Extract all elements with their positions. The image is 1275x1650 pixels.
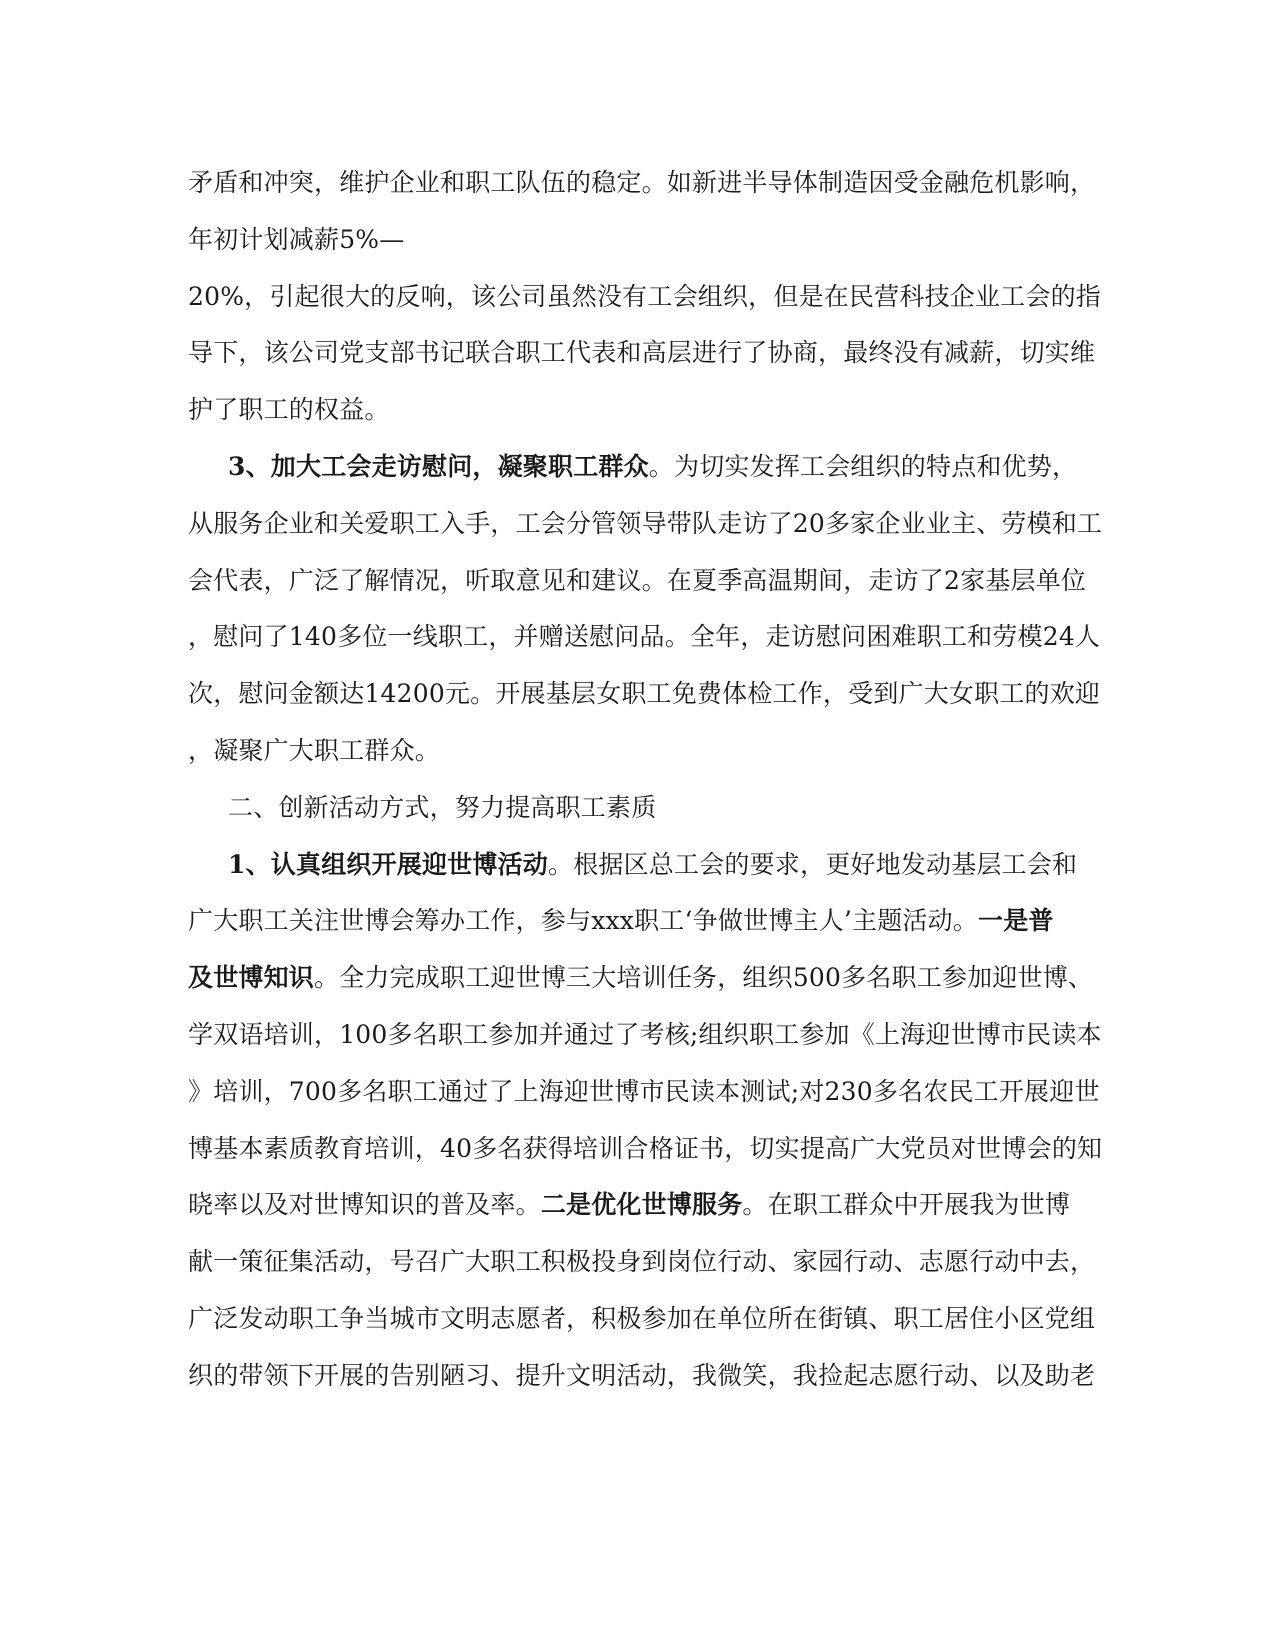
text-segment: 次，慰问金额达14200元。开展基层女职工免费体检工作，受到广大女职工的欢迎	[188, 679, 1101, 709]
bold-text-segment: 1、认真组织开展迎世博活动	[228, 849, 548, 879]
text-segment: 献一策征集活动，号召广大职工积极投身到岗位行动、家园行动、志愿行动中去，	[188, 1247, 1096, 1277]
text-line	[188, 338, 1096, 368]
bold-text-segment: 二是优化世博服务	[540, 1190, 743, 1220]
text-line	[188, 566, 1088, 596]
text-segment: 织的带领下开展的告别陋习、提升文明活动，我微笑，我捡起志愿行动、以及助老	[188, 1360, 1096, 1390]
text-line	[188, 622, 1101, 652]
text-line	[188, 1304, 1096, 1334]
text-segment: 年初计划减薪5%—	[188, 224, 405, 254]
text-line	[188, 168, 1096, 198]
text-line	[228, 793, 1128, 823]
text-line	[188, 1020, 1102, 1050]
text-segment: ，凝聚广大职工群众。	[188, 736, 441, 765]
bold-text-segment: 及世博知识	[188, 963, 315, 993]
text-line	[188, 679, 1101, 709]
text-line	[228, 850, 1128, 880]
text-segment: 。全力完成职工迎世博三大培训任务，组织500多名职工参加迎世博、	[314, 963, 1094, 993]
text-segment: 晓率以及对世博知识的普及率。	[188, 1190, 541, 1220]
text-segment: 。根据区总工会的要求，更好地发动基层工会和	[548, 849, 1078, 879]
text-line	[228, 452, 1128, 482]
text-line	[188, 281, 1101, 312]
text-segment: 会代表，广泛了解情况，听取意见和建议。在夏季高温期间，走访了2家基层单位	[188, 565, 1087, 595]
text-segment: 二、创新活动方式，努力提高职工素质	[228, 792, 657, 822]
text-segment: 。在职工群众中开展我为世博	[742, 1190, 1071, 1220]
text-segment: 矛盾和冲突，维护企业和职工队伍的稳定。如新进半导体制造因受金融危机影响，	[188, 168, 1096, 197]
text-line	[188, 906, 1088, 936]
text-segment: ，慰问了140多位一线职工，并赠送慰问品。全年，走访慰问困难职工和劳模24人	[188, 622, 1101, 652]
text-segment: 学双语培训，100多名职工参加并通过了考核;组织职工参加《上海迎世博市民读本	[188, 1020, 1102, 1049]
text-segment: 广泛发动职工争当城市文明志愿者，积极参加在单位所在街镇、职工居住小区党组	[188, 1304, 1096, 1333]
text-line	[188, 1076, 1100, 1107]
text-line	[188, 1133, 1103, 1164]
text-line	[188, 225, 1088, 255]
text-segment: 从服务企业和关爱职工入手，工会分管领导带队走访了20多家企业业主、劳模和工	[188, 508, 1103, 538]
text-line	[188, 963, 1094, 993]
text-segment: 20%，引起很大的反响，该公司虽然没有工会组织，但是在民营科技企业工会的指	[188, 281, 1101, 311]
text-segment: 护了职工的权益。	[188, 395, 390, 425]
text-segment: 导下，该公司党支部书记联合职工代表和高层进行了协商，最终没有减薪，切实维	[188, 338, 1096, 368]
text-segment: 广大职工关注世博会筹办工作，参与xxx职工‘争做世博主人’主题活动。	[188, 906, 978, 936]
text-segment: 》培训，700多名职工通过了上海迎世博市民读本测试;对230多名农民工开展迎世	[188, 1076, 1100, 1106]
bold-text-segment: 一是普	[978, 906, 1054, 936]
text-line	[188, 1247, 1096, 1277]
text-segment: 。为切实发挥工会组织的特点和优势，	[648, 452, 1078, 481]
text-segment: 博基本素质教育培训，40多名获得培训合格证书，切实提高广大党员对世博会的知	[188, 1133, 1103, 1163]
text-line	[188, 1360, 1096, 1391]
text-line	[188, 736, 1088, 766]
text-line	[188, 395, 1088, 425]
text-line	[188, 1190, 1088, 1220]
bold-text-segment: 3、加大工会走访慰问，凝聚职工群众	[228, 452, 649, 481]
text-line	[188, 508, 1103, 539]
